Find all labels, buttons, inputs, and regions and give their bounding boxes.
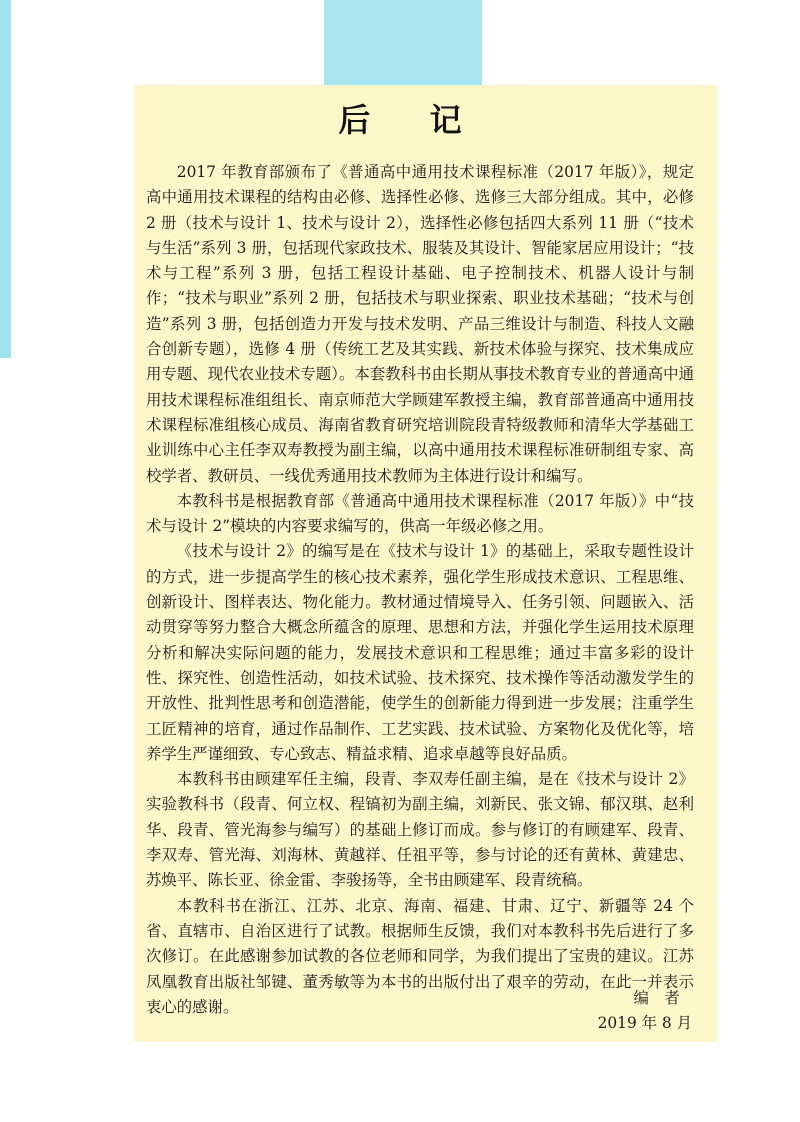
signature-block xyxy=(492,986,696,1037)
paragraph-2: 本教科书是根据教育部《普通高中通用技术课程标准（2017 年版）》中“技术与设计 2”模块的内容要求编写的，供高一年级必修之用。 xyxy=(146,491,694,536)
left-decorative-strip xyxy=(0,0,11,358)
page-title: 后 记 xyxy=(338,101,486,139)
paragraph-4: 本教科书由顾建军任主编，段青、李双寿任副主编，是在《技术与设计 2》实验教科书（段青、何立权、程镐初为副主编，刘新民、张文锦、郁汉琪、赵利华、段青、管光海参与编写）的基础上修订而成。参与修订的有顾建军、段青、李双寿、管光海、刘海林、黄越祥、任祖平等，参与讨论的还有黄林、黄建忠、苏焕平、陈长亚、徐金雷、李骏扬等，全书由顾建军、段青统稿。 xyxy=(146,770,694,890)
afterword-body xyxy=(146,160,694,1020)
paragraph-3: 《技术与设计 2》的编写是在《技术与设计 1》的基础上，采取专题性设计的方式，进一步提高学生的核心技术素养，强化学生形成技术意识、工程思维、创新设计、图样表达、物化能力。教材通过情境导入、任务引领、问题嵌入、活动贯穿等努力整合大概念所蕴含的原理、思想和方法，并强化学生运用技术原理分析和解决实际问题的能力，发展技术意识和工程思维；通过丰富多彩的设计性、探究性、创造性活动，如技术试验、技术探究、技术操作等活动激发学生的开放性、批判性思考和创造潜能，使学生的创新能力得到进一步发展；注重学生工匠精神的培育，通过作品制作、工艺实践、技术试验、方案物化及优化等，培养学生严谨细致、专心致志、精益求精、追求卓越等良好品质。 xyxy=(146,542,694,763)
paragraph-1: 2017 年教育部颁布了《普通高中通用技术课程标准（2017 年版）》，规定高中通用技术课程的结构由必修、选择性必修、选修三大部分组成。其中，必修 2 册（技术与设计 1、技术与设计 2），选择性必修包括四大系列 11 册（“技术与生活”系列 3 册，包括现代家政技术、服装及其设计、智能家居应用设计；“技术与工程”系列 3 册，包括工程设计基础、电子控制技术、机器人设计与制作；“技术与职业”系列 2 册，包括技术与职业探索、职业技术基础；“技术与创造”系列 3 册，包括创造力开发与技术发明、产品三维设计与制造、科技人文融合创新专题），选修 4 册（传统工艺及其实践、新技术体验与探究、技术集成应用专题、现代农业技术专题）。本套教科书由长期从事技术教育专业的普通高中通用技术课程标准组组长、南京师范大学顾建军教授主编，教育部普通高中通用技术课程标准组核心成员、海南省教育研究培训院段青特级教师和清华大学基础工业训练中心主任李双寿教授为副主编，以高中通用技术课程标准研制组专家、高校学者、教研员、一线优秀通用技术教师为主体进行设计和编写。 xyxy=(146,163,694,485)
signature-author: 编者 xyxy=(633,989,696,1007)
paragraph-5: 本教科书在浙江、江苏、北京、海南、福建、甘肃、辽宁、新疆等 24 个省、直辖市、自治区进行了试教。根据师生反馈，我们对本教科书先后进行了多次修订。在此感谢参加试教的各位老师和同学，为我们提出了宝贵的建议。江苏凤凰教育出版社邹键、董秀敏等为本书的出版付出了艰辛的劳动，在此一并表示衷心的感谢。 xyxy=(146,896,694,1016)
signature-date: 2019 年 8 月 xyxy=(597,1014,692,1033)
